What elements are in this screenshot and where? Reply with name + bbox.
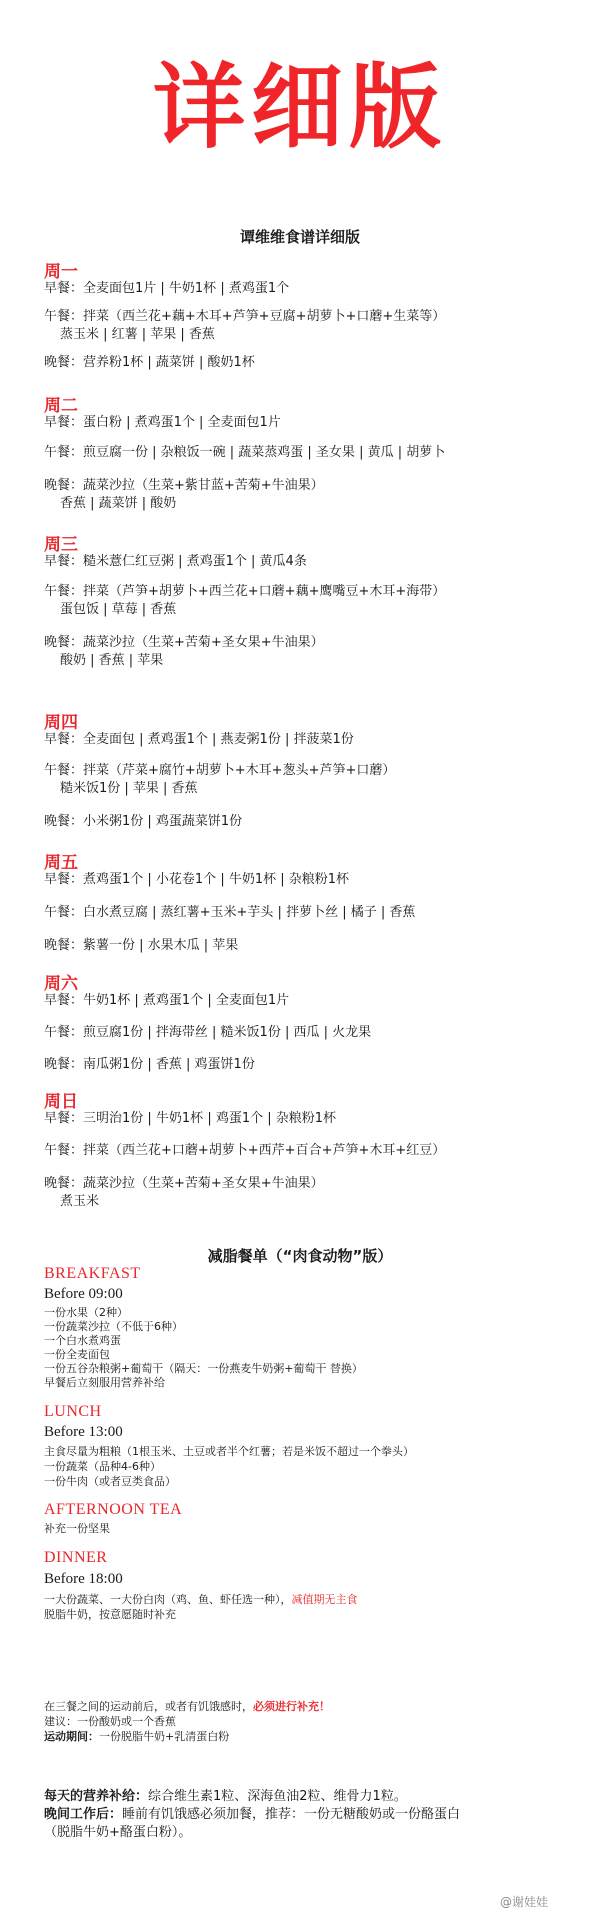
breakfast-line: 一份五谷杂粮粥+葡萄干（隔天：一份燕麦牛奶粥+葡萄干 替换） — [44, 1362, 363, 1375]
afternoon-tea-heading: AFTERNOON TEA — [44, 1501, 183, 1518]
breakfast-line: 一份全麦面包 — [44, 1348, 110, 1361]
dinner-warning: 减值期无主食 — [291, 1593, 358, 1606]
exercise-note — [44, 1730, 229, 1744]
meal-line: 早餐：三明治1份 | 牛奶1杯 | 鸡蛋1个 | 杂粮粉1杯 — [44, 1111, 337, 1126]
meal-line: 酸奶 | 香蕉 | 苹果 — [60, 653, 164, 668]
meal-line: 午餐：拌菜（西兰花+口蘑+胡萝卜+西芹+百合+芦笋+木耳+红豆） — [44, 1143, 446, 1158]
watermark: @谢娃娃 — [500, 1895, 549, 1909]
snack-note — [44, 1700, 330, 1714]
night-snack-label: 晚间工作后： — [44, 1807, 123, 1822]
lunch-line: 一份蔬菜（品种4-6种） — [44, 1460, 161, 1473]
day-heading-sat: 周六 — [44, 974, 78, 994]
meal-line: 煮玉米 — [60, 1194, 100, 1209]
plan-title: 减脂餐单（“肉食动物”版） — [207, 1247, 393, 1265]
meal-line: 早餐：蛋白粉 | 煮鸡蛋1个 | 全麦面包1片 — [44, 415, 281, 430]
meal-line: 晚餐：南瓜粥1份 | 香蕉 | 鸡蛋饼1份 — [44, 1057, 255, 1072]
meal-line: 蒸玉米 | 红薯 | 苹果 | 香蕉 — [60, 327, 215, 342]
meal-line: 午餐：煎豆腐1份 | 拌海带丝 | 糙米饭1份 | 西瓜 | 火龙果 — [44, 1025, 372, 1040]
exercise-text: 一份脱脂牛奶+乳清蛋白粉 — [99, 1730, 230, 1743]
day-heading-wed: 周三 — [44, 535, 78, 555]
supplement-text: 综合维生素1粒、深海鱼油2粒、维骨力1粒。 — [148, 1789, 407, 1804]
day-heading-sun: 周日 — [44, 1092, 78, 1112]
meal-line: 午餐：拌菜（芹菜+腐竹+胡萝卜+木耳+葱头+芦笋+口蘑） — [44, 763, 396, 778]
day-heading-tue: 周二 — [44, 396, 78, 416]
night-snack-line: （脱脂牛奶+酪蛋白粉）。 — [44, 1825, 192, 1840]
snack-suggestion: 建议：一份酸奶或一个香蕉 — [44, 1715, 176, 1728]
lunch-time: Before 13:00 — [44, 1424, 123, 1440]
day-heading-mon: 周一 — [44, 262, 78, 282]
meal-line: 蛋包饭 | 草莓 | 香蕉 — [60, 602, 177, 617]
meal-line: 晚餐：小米粥1份 | 鸡蛋蔬菜饼1份 — [44, 814, 243, 829]
meal-line: 午餐：拌菜（芦笋+胡萝卜+西兰花+口蘑+藕+鹰嘴豆+木耳+海带） — [44, 584, 446, 599]
menu-title: 谭维维食谱详细版 — [239, 228, 360, 246]
meal-line: 午餐：白水煮豆腐 | 蒸红薯+玉米+芋头 | 拌萝卜丝 | 橘子 | 香蕉 — [44, 905, 416, 920]
dinner-time: Before 18:00 — [44, 1571, 123, 1587]
dinner-heading: DINNER — [44, 1549, 108, 1566]
lunch-line: 一份牛肉（或者豆类食品） — [44, 1475, 176, 1488]
meal-line: 午餐：煎豆腐一份 | 杂粮饭一碗 | 蔬菜蒸鸡蛋 | 圣女果 | 黄瓜 | 胡萝卜 — [44, 445, 446, 460]
supplement-label: 每天的营养补给： — [44, 1789, 149, 1804]
snack-note-text: 在三餐之间的运动前后，或者有饥饿感时， — [44, 1700, 253, 1713]
breakfast-time: Before 09:00 — [44, 1286, 123, 1302]
breakfast-line: 一份蔬菜沙拉（不低于6种） — [44, 1320, 183, 1333]
lunch-line: 主食尽量为粗粮（1根玉米、土豆或者半个红薯；若是米饭不超过一个拳头） — [44, 1445, 414, 1458]
dinner-line — [44, 1593, 358, 1607]
meal-line: 晚餐：蔬菜沙拉（生菜+苦菊+圣女果+牛油果） — [44, 635, 324, 650]
meal-line: 早餐：全麦面包1片 | 牛奶1杯 | 煮鸡蛋1个 — [44, 281, 290, 296]
afternoon-tea-line: 补充一份坚果 — [44, 1522, 110, 1535]
meal-line: 晚餐：蔬菜沙拉（生菜+苦菊+圣女果+牛油果） — [44, 1176, 324, 1191]
meal-line: 早餐：牛奶1杯 | 煮鸡蛋1个 | 全麦面包1片 — [44, 993, 290, 1008]
dinner-line: 脱脂牛奶，按意愿随时补充 — [44, 1608, 176, 1621]
breakfast-heading: BREAKFAST — [44, 1265, 141, 1282]
day-heading-thu: 周四 — [44, 713, 78, 733]
meal-line: 晚餐：蔬菜沙拉（生菜+紫甘蓝+苦菊+牛油果） — [44, 478, 324, 493]
meal-line: 早餐：煮鸡蛋1个 | 小花卷1个 | 牛奶1杯 | 杂粮粉1杯 — [44, 872, 350, 887]
night-snack-text: 睡前有饥饿感必须加餐，推荐：一份无糖酸奶或一份酪蛋白 — [122, 1807, 461, 1822]
breakfast-line: 一个白水煮鸡蛋 — [44, 1334, 121, 1347]
breakfast-line: 早餐后立刻服用营养补给 — [44, 1376, 165, 1389]
meal-line: 晚餐：紫薯一份 | 水果木瓜 | 苹果 — [44, 938, 239, 953]
meal-line: 香蕉 | 蔬菜饼 | 酸奶 — [60, 496, 177, 511]
dinner-text: 一大份蔬菜、一大份白肉（鸡、鱼、虾任选一种）， — [44, 1593, 292, 1606]
night-snack-line — [44, 1806, 460, 1823]
meal-line: 早餐：糙米薏仁红豆粥 | 煮鸡蛋1个 | 黄瓜4条 — [44, 554, 307, 569]
page-title: 详细版 — [152, 54, 447, 161]
meal-line: 午餐：拌菜（西兰花+藕+木耳+芦笋+豆腐+胡萝卜+口蘑+生菜等） — [44, 309, 446, 324]
supplement-line — [44, 1788, 407, 1805]
day-heading-fri: 周五 — [44, 853, 78, 873]
meal-line: 早餐：全麦面包 | 煮鸡蛋1个 | 燕麦粥1份 | 拌菠菜1份 — [44, 732, 354, 747]
lunch-heading: LUNCH — [44, 1403, 102, 1420]
meal-line: 晚餐：营养粉1杯 | 蔬菜饼 | 酸奶1杯 — [44, 355, 255, 370]
snack-note-warning: 必须进行补充！ — [253, 1700, 330, 1713]
breakfast-line: 一份水果（2种） — [44, 1306, 128, 1319]
exercise-label: 运动期间： — [44, 1730, 99, 1743]
meal-line: 糙米饭1份 | 苹果 | 香蕉 — [60, 781, 198, 796]
